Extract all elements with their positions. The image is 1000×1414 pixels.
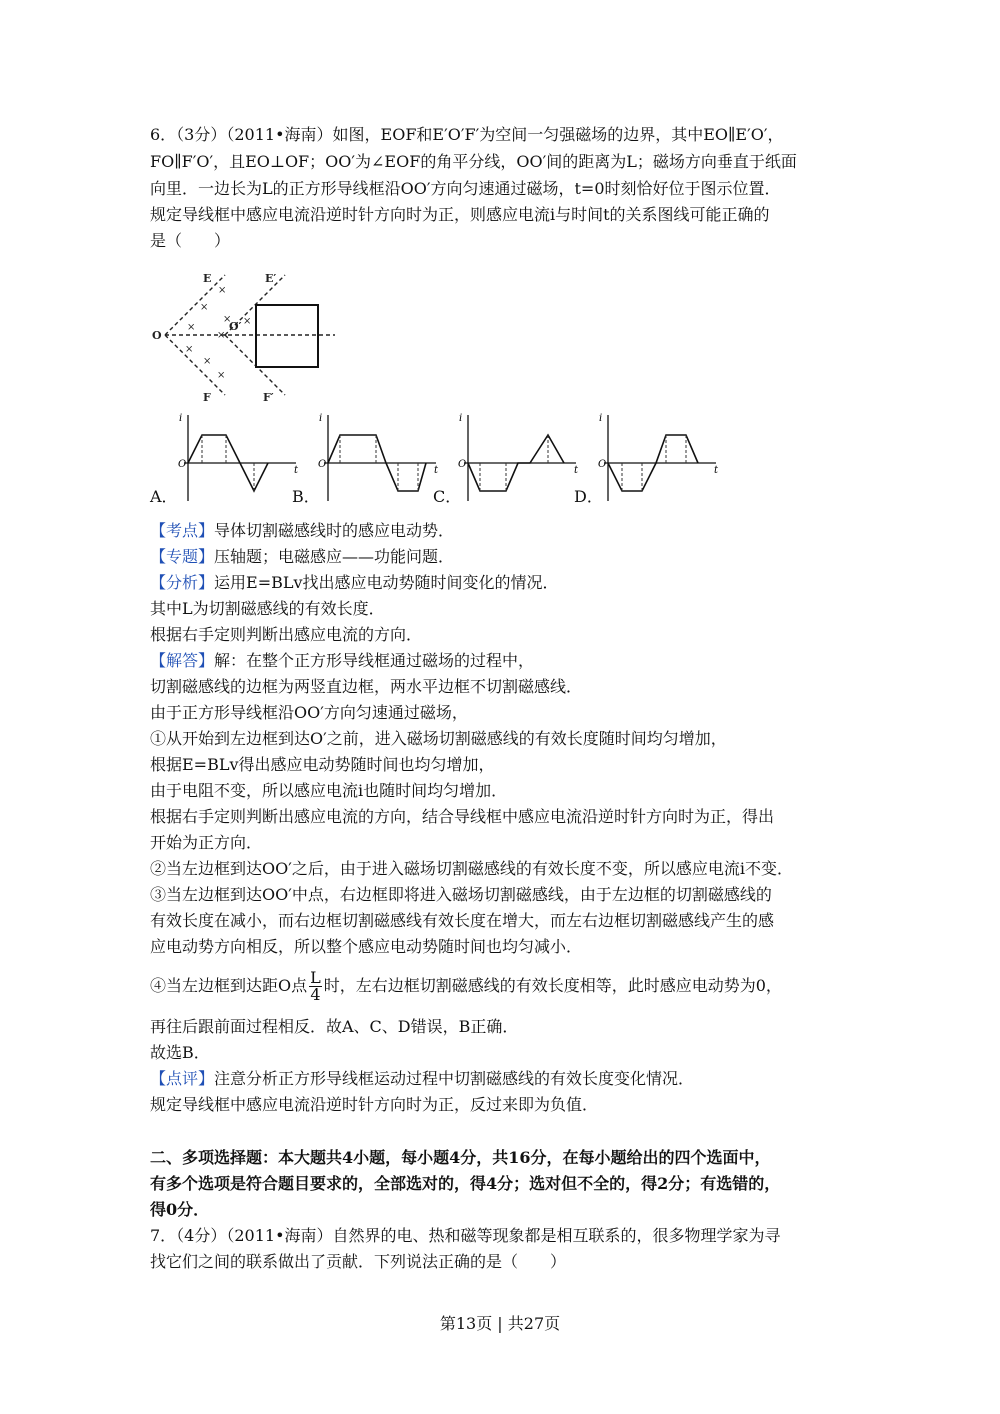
dianping-line-2: 规定导线框中感应电流沿逆时针方向时为正，反过来即为负值． [150,1095,599,1114]
q7-line-2: 找它们之间的联系做出了贡献．下列说法正确的是（ ） [150,1252,567,1271]
kaodian-line [150,521,454,541]
jieda-tag: 【解答】 [150,651,215,670]
fenxi-text: 运用E=BLv找出感应电动势随时间变化的情况． [214,573,559,592]
label-O: O [152,329,162,342]
graph-a-t-label: t [294,465,299,476]
jieda-line-4: ①从开始到左边框到达O′之前，进入磁场切割磁感线的有效长度随时间均匀增加， [150,729,727,748]
q6-stem-line-5: 是（ ） [150,231,231,250]
jieda-end-1: 再往后跟前面过程相反．故A、C、D错误，B正确． [150,1017,519,1036]
graph-d-t-label: t [714,465,719,476]
graph-b-t-label: t [434,465,439,476]
square-loop [256,305,318,367]
magnetic-field-figure [145,260,345,410]
cross-6: × [185,344,194,355]
q6-stem-line-4: 规定导线框中感应电流沿逆时针方向时为正，则感应电流i与时间t的关系图线可能正确的 [150,205,770,224]
q7-line-1: 7．（4分）（2011•海南）自然界的电、热和磁等现象都是相互联系的，很多物理学家为寻 [150,1226,781,1245]
zhuanti-line [150,547,454,567]
cross-7: × [203,356,212,367]
q6-stem-line-1: 6．（3分）（2011•海南）如图，EOF和E′O′F′为空间一匀强磁场的边界，其中EO∥E′O′， [150,125,784,144]
cross-1: × [218,285,227,296]
fenxi-line [150,573,559,593]
cross-8: × [217,370,226,381]
graph-c-origin-label: O [458,459,467,470]
jieda-line-8: 开始为正方向． [150,833,263,852]
option-c: C． [433,487,462,506]
fraction-denominator: 4 [310,985,321,1004]
fenxi-line-2: 其中L为切割磁感线的有效长度． [150,599,385,618]
cross-4: × [217,330,226,341]
graph-a-i-label: i [179,413,183,424]
fenxi-line-3: 根据右手定则判断出感应电流的方向． [150,625,423,644]
dianping-text: 注意分析正方形导线框运动过程中切割磁感线的有效长度变化情况． [214,1069,695,1088]
jieda-line-12: 应电动势方向相反，所以整个感应电动势随时间也均匀减小． [150,937,583,956]
option-d: D． [574,487,603,506]
page-footer: 第13页 | 共27页 [439,1314,561,1333]
jieda-line-7: 根据右手定则判断出感应电流的方向，结合导线框中感应电流沿逆时针方向时为正，得出 [150,807,775,826]
label-O-prime: O′ [229,320,242,333]
cross-5: × [187,322,196,333]
section2-line-2: 有多个选项是符合题目要求的，全部选对的，得4分；选对但不全的，得2分；有选错的， [150,1174,781,1193]
kaodian-text: 导体切割磁感线时的感应电动势． [214,521,455,540]
jieda-line-2: 切割磁感线的边框为两竖直边框，两水平边框不切割磁感线． [150,677,583,696]
jieda-line [150,651,534,671]
dianping-line [150,1069,694,1089]
jieda-line-3: 由于正方形导线框沿OO′方向匀速通过磁场， [150,703,468,722]
option-b: B． [292,487,320,506]
zhuanti-tag: 【专题】 [150,547,215,566]
label-E: E [203,272,212,285]
graph-b-i-label: i [319,413,323,424]
label-E-prime: E′ [265,272,277,285]
zhuanti-text: 压轴题；电磁感应——功能问题． [214,547,455,566]
step4-post: 时，左右边框切割磁感线的有效长度相等，此时感应电动势为0， [323,976,782,995]
jieda-line-10: ③当左边框到达OO′中点，右边框即将进入磁场切割磁感线，由于左边框的切割磁感线的 [150,885,772,904]
graph-d-origin-label: O [598,459,607,470]
label-F: F [203,391,211,404]
jieda-text: 解：在整个正方形导线框通过磁场的过程中， [214,651,535,670]
graph-b-origin-label: O [318,459,327,470]
option-a: A． [150,487,178,506]
jieda-line-5: 根据E=BLv得出感应电动势随时间也均匀增加， [150,755,495,774]
graph-d-i-label: i [599,413,603,424]
cross-2: × [200,302,209,313]
dianping-tag: 【点评】 [150,1069,215,1088]
q6-stem-line-2: FO∥F′O′，且EO⊥OF；OO′为∠EOF的角平分线，OO′间的距离为L；磁场方向垂直于纸面 [150,152,797,171]
step4-pre: ④当左边框到达距O点 [150,976,308,995]
fraction-numerator: L [310,968,321,987]
jieda-line-6: 由于电阻不变，所以感应电流i也随时间均匀增加． [150,781,508,800]
graph-a-origin-label: O [178,459,187,470]
jieda-line-9: ②当左边框到达OO′之后，由于进入磁场切割磁感线的有效长度不变，所以感应电流i不变． [150,859,793,878]
step4-line [150,968,782,1004]
graph-c-t-label: t [574,465,579,476]
section2-line-1: 二、多项选择题：本大题共4小题，每小题4分，共16分，在每小题给出的四个选面中， [150,1148,771,1167]
section2-line-3: 得0分． [150,1200,210,1219]
graph-c-i-label: i [459,413,463,424]
q6-stem-line-3: 向里．一边长为L的正方形导线框沿OO′方向匀速通过磁场，t=0时刻恰好位于图示位置． [150,179,781,198]
kaodian-tag: 【考点】 [150,521,215,540]
fenxi-tag: 【分析】 [150,573,215,592]
label-F-prime: F′ [263,391,274,404]
cross-9: × [243,316,252,327]
cross-3: × [223,314,232,325]
fraction-L-over-4 [309,970,322,1003]
jieda-end-2: 故选B． [150,1043,210,1062]
jieda-line-11: 有效长度在减小，而右边框切割磁感线有效长度在增大，而左右边框切割磁感线产生的感 [150,911,775,930]
boundary-FO [165,335,225,395]
